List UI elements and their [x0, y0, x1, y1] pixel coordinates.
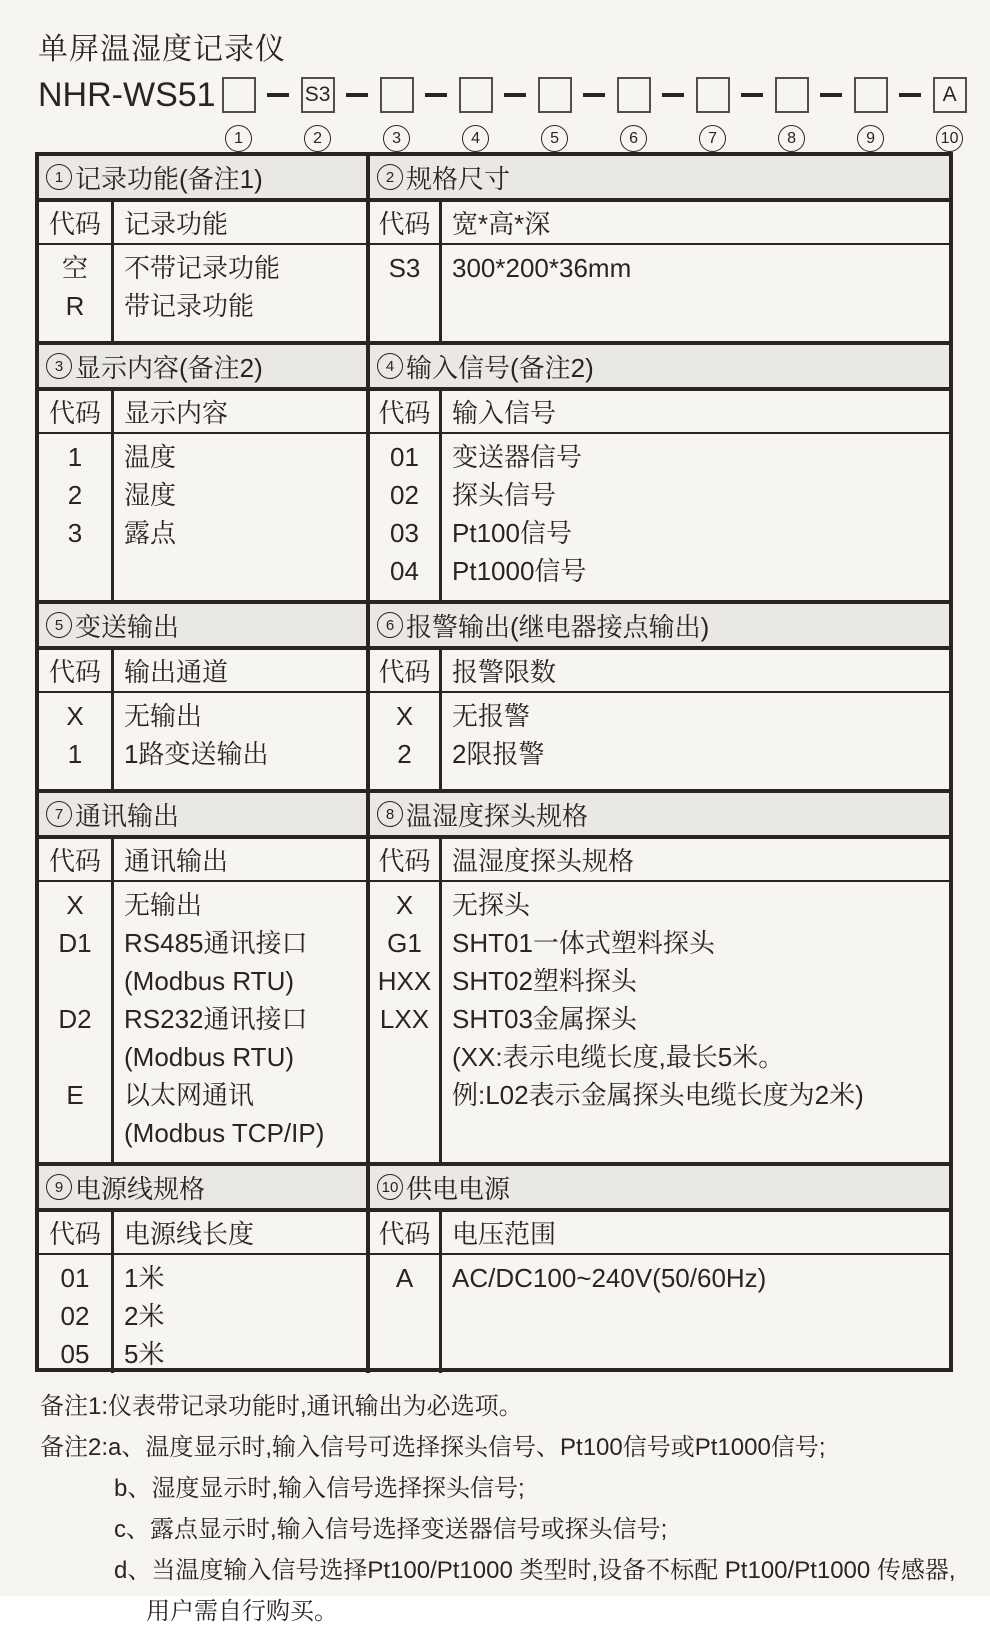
note-line: 备注1:仪表带记录功能时,通讯输出为必选项。 — [40, 1393, 523, 1420]
row-code: 3 — [67, 518, 83, 548]
row-code: 02 — [60, 1301, 90, 1331]
row-value: 例:L02表示金属探头电缆长度为2米) — [452, 1080, 864, 1110]
position-number: 4 — [462, 125, 489, 152]
code-column — [370, 693, 442, 789]
model-box — [854, 77, 888, 113]
position-number: 3 — [383, 125, 410, 152]
section-7 — [39, 793, 370, 1162]
row-code: R — [65, 291, 85, 321]
row-code — [39, 1114, 111, 1152]
row-value: 2限报警 — [452, 739, 545, 769]
code-header-cell: 代码 — [370, 391, 442, 432]
dash-separator — [583, 93, 605, 97]
note-line: 用户需自行购买。 — [146, 1598, 338, 1625]
row-value: 湿度 — [124, 480, 177, 510]
section-subheader — [39, 650, 366, 693]
row-code: 02 — [390, 480, 419, 510]
dash-separator — [899, 93, 921, 97]
code-header-cell: 代码 — [39, 202, 114, 243]
value-column — [442, 434, 949, 600]
model-box — [696, 77, 730, 113]
value-column — [114, 245, 366, 341]
section-header — [39, 604, 366, 650]
dash-separator — [425, 93, 447, 97]
row-value: 2米 — [124, 1301, 165, 1331]
section-header — [39, 793, 366, 839]
section-number-icon: 5 — [46, 612, 72, 638]
position-number: 1 — [225, 125, 252, 152]
row-value: (Modbus RTU) — [124, 966, 295, 996]
row-code: X — [66, 701, 84, 731]
row-value: 无输出 — [124, 890, 203, 920]
value-header-cell: 宽*高*深 — [452, 209, 551, 239]
section-5 — [39, 604, 370, 789]
section-number-icon: 1 — [46, 164, 72, 190]
value-column — [114, 693, 366, 789]
section-subheader — [370, 650, 949, 693]
section-10 — [370, 1166, 949, 1373]
section-title: 电源线规格 — [75, 1173, 206, 1204]
value-header-cell: 电压范围 — [452, 1219, 557, 1249]
section-3 — [39, 345, 370, 600]
model-dash-slot — [335, 77, 380, 113]
model-box — [538, 77, 572, 113]
section-number-icon: 7 — [46, 801, 72, 827]
dash-separator — [346, 93, 368, 97]
row-code: G1 — [387, 928, 422, 958]
row-code: 空 — [61, 253, 88, 283]
row-value: AC/DC100~240V(50/60Hz) — [452, 1263, 767, 1293]
row-value: 变送器信号 — [452, 442, 583, 472]
section-number-icon: 8 — [377, 801, 403, 827]
section-pair — [39, 156, 949, 341]
model-dash-slot — [809, 77, 854, 113]
section-subheader — [39, 839, 366, 882]
code-column — [370, 882, 442, 1162]
section-number-icon: 2 — [377, 164, 403, 190]
section-number-icon: 10 — [377, 1174, 403, 1200]
section-body — [370, 693, 949, 789]
row-code: X — [395, 701, 414, 731]
code-header-cell: 代码 — [39, 391, 114, 432]
row-code: 2 — [67, 480, 83, 510]
section-title: 供电电源 — [406, 1173, 511, 1204]
dash-separator — [662, 93, 684, 97]
row-code: HXX — [377, 966, 432, 996]
section-pair — [39, 341, 949, 600]
value-column — [114, 1255, 366, 1373]
value-column — [442, 1255, 949, 1373]
code-column — [39, 693, 114, 789]
note-line: 备注2:a、温度显示时,输入信号可选择探头信号、Pt100信号或Pt1000信号; — [40, 1434, 826, 1461]
row-code — [39, 962, 111, 1000]
model-box: A — [933, 77, 967, 113]
section-body — [39, 882, 366, 1162]
code-header-cell: 代码 — [39, 650, 114, 691]
position-number: 8 — [778, 125, 805, 152]
row-code: X — [66, 890, 84, 920]
model-box: S3 — [301, 77, 335, 113]
note-line: b、湿度显示时,输入信号选择探头信号; — [114, 1475, 525, 1502]
position-number: 6 — [620, 125, 647, 152]
value-header-cell: 报警限数 — [452, 657, 557, 687]
section-header — [370, 156, 949, 202]
row-value: 不带记录功能 — [124, 253, 281, 283]
section-header — [370, 1166, 949, 1212]
section-header — [370, 345, 949, 391]
section-body — [370, 1255, 949, 1373]
row-value: 5米 — [124, 1339, 165, 1369]
model-dash-slot — [651, 77, 696, 113]
code-column — [370, 434, 442, 600]
row-value: 1米 — [124, 1263, 165, 1293]
code-column — [370, 245, 442, 341]
model-position — [933, 77, 967, 152]
dash-separator — [267, 93, 289, 97]
note-line: d、当温度输入信号选择Pt100/Pt1000 类型时,设备不标配 Pt100/Pt1000 传感器, — [114, 1557, 956, 1584]
row-code: D1 — [58, 928, 92, 958]
value-column — [114, 882, 366, 1162]
row-value: (XX:表示电缆长度,最长5米。 — [452, 1042, 785, 1072]
notes-block — [40, 1386, 980, 1632]
code-column — [39, 882, 114, 1162]
section-subheader — [39, 202, 366, 245]
value-header-cell: 输入信号 — [452, 398, 557, 428]
value-header-cell: 电源线长度 — [124, 1219, 255, 1249]
row-code: 2 — [397, 739, 412, 769]
section-number-icon: 9 — [46, 1174, 72, 1200]
dash-separator — [741, 93, 763, 97]
section-title: 规格尺寸 — [406, 163, 511, 194]
section-subheader — [370, 839, 949, 882]
section-header — [370, 604, 949, 650]
row-code: E — [66, 1080, 84, 1110]
model-prefix: NHR-WS51 — [38, 76, 216, 114]
row-value: Pt1000信号 — [452, 556, 587, 586]
row-code — [39, 1038, 111, 1076]
section-subheader — [39, 1212, 366, 1255]
position-number: 2 — [304, 125, 331, 152]
model-dash-slot — [572, 77, 617, 113]
model-dash-slot — [414, 77, 459, 113]
model-position — [459, 77, 493, 152]
code-header-cell: 代码 — [370, 650, 442, 691]
value-column — [442, 882, 949, 1162]
model-dash-slot — [888, 77, 933, 113]
section-9 — [39, 1166, 370, 1373]
row-value: 300*200*36mm — [452, 253, 632, 283]
section-header — [39, 156, 366, 202]
section-pair — [39, 789, 949, 1162]
model-box — [459, 77, 493, 113]
model-box — [222, 77, 256, 113]
value-header-cell: 记录功能 — [124, 209, 229, 239]
section-body — [39, 693, 366, 789]
model-dash-slot — [493, 77, 538, 113]
section-subheader — [39, 391, 366, 434]
row-value: (Modbus TCP/IP) — [124, 1118, 325, 1148]
row-value: 无输出 — [124, 701, 203, 731]
model-position — [380, 77, 414, 152]
position-number: 7 — [699, 125, 726, 152]
model-dash-slot — [256, 77, 301, 113]
row-code: 01 — [390, 442, 419, 472]
row-value: SHT01一体式塑料探头 — [452, 928, 715, 958]
model-box — [775, 77, 809, 113]
section-number-icon: 6 — [377, 612, 403, 638]
section-2 — [370, 156, 949, 341]
section-body — [39, 434, 366, 600]
row-value: 探头信号 — [452, 480, 557, 510]
row-code: A — [395, 1263, 414, 1293]
code-column — [370, 1255, 442, 1373]
row-code: 04 — [390, 556, 419, 586]
code-header-cell: 代码 — [39, 1212, 114, 1253]
value-header-cell: 温湿度探头规格 — [452, 846, 635, 876]
section-8 — [370, 793, 949, 1162]
position-number: 5 — [541, 125, 568, 152]
section-header — [370, 793, 949, 839]
row-code — [370, 1076, 439, 1114]
code-header-cell: 代码 — [370, 839, 442, 880]
code-header-cell: 代码 — [39, 839, 114, 880]
section-1 — [39, 156, 370, 341]
value-header-cell: 通讯输出 — [124, 846, 229, 876]
section-title: 输入信号(备注2) — [406, 352, 594, 383]
row-code: 05 — [60, 1339, 90, 1369]
row-value: 以太网通讯 — [124, 1080, 255, 1110]
model-position — [696, 77, 730, 152]
row-value: SHT03金属探头 — [452, 1004, 637, 1034]
section-header — [39, 345, 366, 391]
code-column — [39, 1255, 114, 1373]
value-column — [442, 693, 949, 789]
row-code: 03 — [390, 518, 419, 548]
row-value: 带记录功能 — [124, 291, 255, 321]
model-dash-slot — [730, 77, 775, 113]
row-value: Pt100信号 — [452, 518, 572, 548]
dash-separator — [504, 93, 526, 97]
dash-separator — [820, 93, 842, 97]
model-position — [222, 77, 256, 152]
row-value: 1路变送输出 — [124, 739, 269, 769]
row-value: SHT02塑料探头 — [452, 966, 637, 996]
section-subheader — [370, 202, 949, 245]
section-title: 报警输出(继电器接点输出) — [406, 611, 710, 642]
row-code: 1 — [67, 442, 83, 472]
section-body — [370, 245, 949, 341]
section-body — [39, 245, 366, 341]
position-number: 10 — [936, 125, 963, 152]
section-title: 通讯输出 — [75, 800, 180, 831]
section-header — [39, 1166, 366, 1212]
code-header-cell: 代码 — [370, 1212, 442, 1253]
spec-table — [35, 152, 953, 1372]
row-code — [370, 1038, 439, 1076]
section-number-icon: 3 — [46, 353, 72, 379]
section-body — [39, 1255, 366, 1373]
section-pair — [39, 1162, 949, 1373]
model-position — [301, 77, 335, 152]
row-value: 温度 — [124, 442, 177, 472]
code-header-cell: 代码 — [370, 202, 442, 243]
value-column — [442, 245, 949, 341]
row-code: D2 — [58, 1004, 92, 1034]
section-pair — [39, 600, 949, 789]
section-subheader — [370, 1212, 949, 1255]
model-box — [617, 77, 651, 113]
section-title: 显示内容(备注2) — [75, 352, 263, 383]
section-4 — [370, 345, 949, 600]
row-value: 露点 — [124, 518, 177, 548]
row-code: 1 — [67, 739, 83, 769]
section-title: 温湿度探头规格 — [406, 800, 589, 831]
position-number: 9 — [857, 125, 884, 152]
value-header-cell: 显示内容 — [124, 398, 229, 428]
row-code: X — [395, 890, 414, 920]
value-column — [114, 434, 366, 600]
row-value: (Modbus RTU) — [124, 1042, 295, 1072]
model-position — [775, 77, 809, 152]
page-title: 单屏温湿度记录仪 — [38, 33, 286, 66]
section-number-icon: 4 — [377, 353, 403, 379]
row-value: 无报警 — [452, 701, 531, 731]
model-position — [538, 77, 572, 152]
row-value: 无探头 — [452, 890, 531, 920]
section-subheader — [370, 391, 949, 434]
section-6 — [370, 604, 949, 789]
row-code: 01 — [60, 1263, 90, 1293]
code-column — [39, 245, 114, 341]
row-code: S3 — [388, 253, 421, 283]
value-header-cell: 输出通道 — [124, 657, 229, 687]
note-line: c、露点显示时,输入信号选择变送器信号或探头信号; — [114, 1516, 668, 1543]
code-column — [39, 434, 114, 600]
section-body — [370, 434, 949, 600]
model-box — [380, 77, 414, 113]
model-code-row — [38, 77, 967, 152]
row-value: RS485通讯接口 — [124, 928, 308, 958]
section-body — [370, 882, 949, 1162]
row-code: LXX — [379, 1004, 430, 1034]
model-position — [617, 77, 651, 152]
model-position — [854, 77, 888, 152]
row-value: RS232通讯接口 — [124, 1004, 308, 1034]
section-title: 变送输出 — [75, 611, 180, 642]
section-title: 记录功能(备注1) — [75, 163, 263, 194]
